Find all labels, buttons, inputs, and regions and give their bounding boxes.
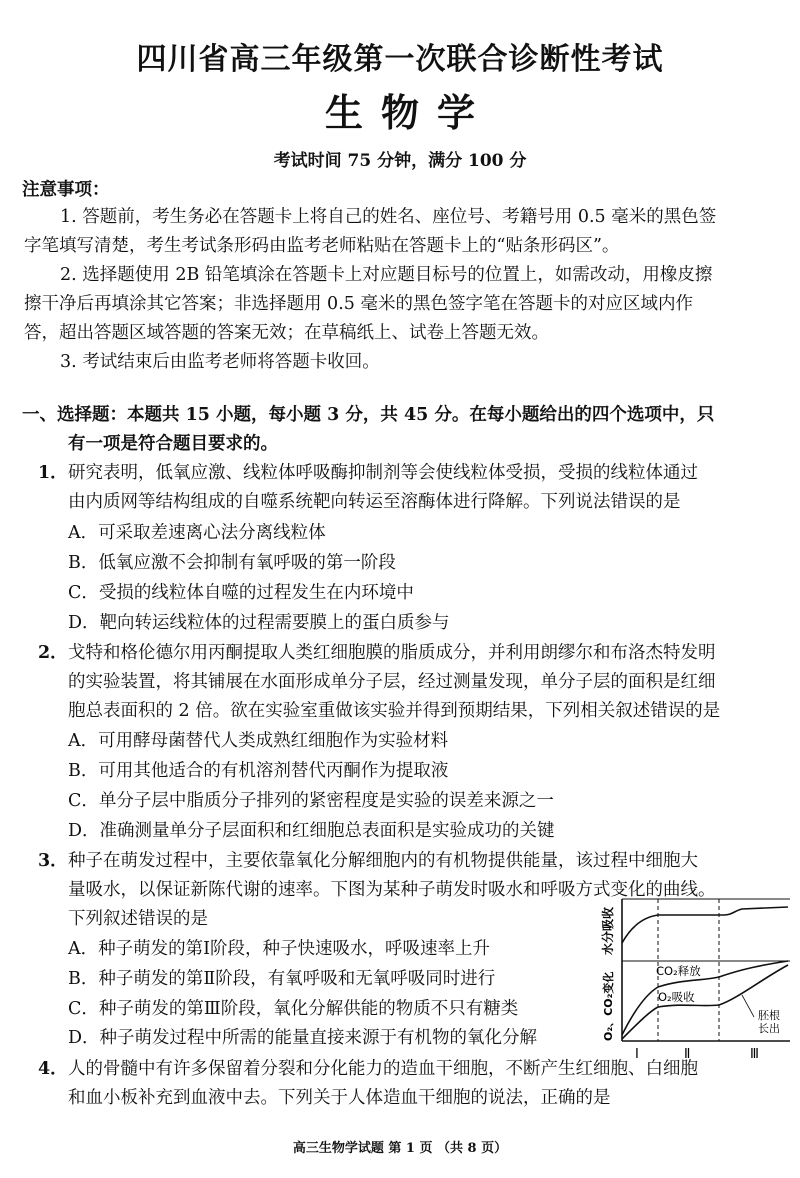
question-stem: 种子在萌发过程中，主要依靠氧化分解细胞内的有机物提供能量，该过程中细胞大 bbox=[68, 851, 698, 871]
stage-label: Ⅰ bbox=[635, 1047, 639, 1062]
option-c: C．单分子层中脂质分子排列的紧密程度是实验的误差来源之一 bbox=[68, 791, 554, 811]
question-stem: 的实验装置，将其铺展在水面形成单分子层，经过测量发现，单分子层的面积是红细 bbox=[68, 672, 716, 692]
page-footer: 高三生物学试题 第 1 页 （共 8 页） bbox=[292, 1141, 508, 1156]
option-b: B．低氧应激不会抑制有氧呼吸的第一阶段 bbox=[68, 553, 396, 573]
stage-label: Ⅱ bbox=[684, 1047, 691, 1062]
y-label-top: 水分吸收 bbox=[601, 906, 615, 955]
option-a: A．可用酵母菌替代人类成熟红细胞作为实验材料 bbox=[68, 731, 449, 751]
option-c: C．受损的线粒体自噬的过程发生在内环境中 bbox=[68, 583, 414, 603]
option-b: B．种子萌发的第Ⅱ阶段，有氧呼吸和无氧呼吸同时进行 bbox=[68, 969, 496, 989]
section-heading: 一、选择题：本题共 15 小题，每小题 3 分，共 45 分。在每小题给出的四个选项中，只 bbox=[22, 405, 715, 425]
question-stem: 人的骨髓中有许多保留着分裂和分化能力的造血干细胞，不断产生红细胞、白细胞 bbox=[68, 1059, 698, 1079]
seed-germination-figure bbox=[592, 895, 792, 1065]
exam-info: 考试时间 75 分钟，满分 100 分 bbox=[273, 151, 527, 171]
option-d: D．种子萌发过程中所需的能量直接来源于有机物的氧化分解 bbox=[68, 1028, 538, 1048]
notice-heading: 注意事项： bbox=[22, 180, 110, 200]
question-stem: 由内质网等结构组成的自噬系统靶向转运至溶酶体进行降解。下列说法错误的是 bbox=[68, 492, 681, 512]
o2-label: O₂吸收 bbox=[658, 990, 695, 1004]
radicle-label: 长出 bbox=[758, 1022, 780, 1035]
notice-line: 擦干净后再填涂其它答案；非选择题用 0.5 毫米的黑色签字笔在答题卡的对应区域内作 bbox=[24, 294, 693, 314]
water-uptake-curve bbox=[622, 907, 788, 943]
section-heading-cont: 有一项是符合题目要求的。 bbox=[68, 434, 278, 454]
notice-line: 3. 考试结束后由监考老师将答题卡收回。 bbox=[60, 352, 380, 372]
radicle-label: 胚根 bbox=[758, 1009, 780, 1022]
question-number: 3． bbox=[38, 851, 68, 871]
co2-label: CO₂释放 bbox=[656, 964, 701, 978]
question-stem: 戈特和格伦德尔用丙酮提取人类红细胞膜的脂质成分，并利用朗缪尔和布洛杰特发明 bbox=[68, 643, 716, 663]
question-stem: 量吸水，以保证新陈代谢的速率。下图为某种子萌发时吸水和呼吸方式变化的曲线。 bbox=[68, 880, 716, 900]
question-stem: 研究表明，低氧应激、线粒体呼吸酶抑制剂等会使线粒体受损，受损的线粒体通过 bbox=[68, 463, 698, 483]
subject-title: 生物学 bbox=[324, 91, 493, 135]
notice-line: 1. 答题前，考生务必在答题卡上将自己的姓名、座位号、考籍号用 0.5 毫米的黑色签 bbox=[60, 207, 717, 227]
question-stem: 和血小板补充到血液中去。下列关于人体造血干细胞的说法，正确的是 bbox=[68, 1088, 611, 1108]
y-label-bottom: O₂、CO₂变化 bbox=[602, 971, 615, 1041]
option-d: D．靶向转运线粒体的过程需要膜上的蛋白质参与 bbox=[68, 613, 450, 633]
notice-line: 2. 选择题使用 2B 铅笔填涂在答题卡上对应题目标号的位置上，如需改动，用橡皮擦 bbox=[60, 265, 713, 285]
option-a: A．可采取差速离心法分离线粒体 bbox=[68, 523, 326, 543]
stage-label: Ⅲ bbox=[750, 1047, 759, 1062]
question-stem: 下列叙述错误的是 bbox=[68, 909, 208, 929]
option-c: C．种子萌发的第Ⅲ阶段，氧化分解供能的物质不只有糖类 bbox=[68, 999, 519, 1019]
option-b: B．可用其他适合的有机溶剂替代丙酮作为提取液 bbox=[68, 761, 449, 781]
notice-line: 字笔填写清楚，考生考试条形码由监考老师粘贴在答题卡上的“贴条形码区”。 bbox=[24, 236, 620, 256]
notice-line: 答，超出答题区域答题的答案无效；在草稿纸上、试卷上答题无效。 bbox=[24, 323, 549, 343]
question-stem: 胞总表面积的 2 倍。欲在实验室重做该实验并得到预期结果，下列相关叙述错误的是 bbox=[68, 701, 721, 721]
question-number: 2． bbox=[38, 643, 68, 663]
exam-title: 四川省高三年级第一次联合诊断性考试 bbox=[136, 42, 664, 77]
question-number: 1． bbox=[38, 463, 68, 483]
option-a: A．种子萌发的第Ⅰ阶段，种子快速吸水，呼吸速率上升 bbox=[68, 939, 491, 959]
question-number: 4． bbox=[38, 1059, 68, 1079]
radicle-pointer bbox=[742, 995, 754, 1017]
option-d: D．准确测量单分子层面积和红细胞总表面积是实验成功的关键 bbox=[68, 821, 555, 841]
